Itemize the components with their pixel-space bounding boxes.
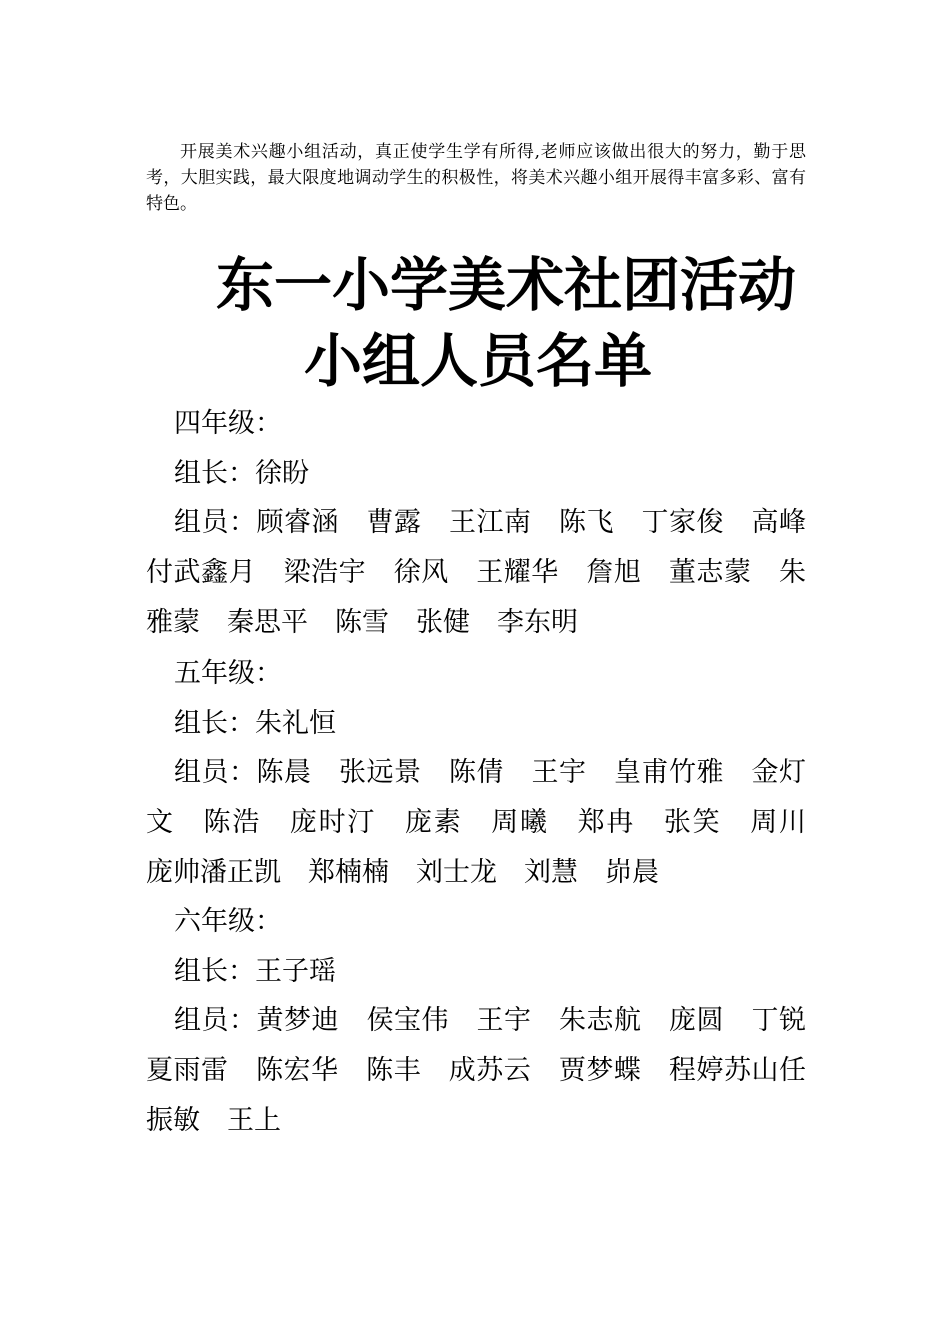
- grade-4-leader: 组长：徐盼: [174, 458, 309, 489]
- grade-4-heading: 四年级：: [174, 408, 282, 439]
- grade-6-heading: 六年级：: [174, 906, 282, 937]
- document-title-line-2: 小组人员名单: [304, 327, 653, 395]
- document-title-line-1: 东一小学美术社团活动: [216, 251, 797, 319]
- grade-5-heading: 五年级：: [174, 658, 282, 689]
- grade-6-members: 组员：黄梦迪 侯宝伟 王宇 朱志航 庞圆 丁锐 夏雨雷 陈宏华 陈丰 成苏云 贾梦蝶 程婷苏山任振敏 王上: [146, 1005, 833, 1136]
- grade-5-leader: 组长：朱礼恒: [174, 708, 336, 739]
- grade-4-members: 组员：顾睿涵 曹露 王江南 陈飞 丁家俊 高峰 付武鑫月 梁浩宇 徐风 王耀华 詹旭 董志蒙 朱雅蒙 秦思平 陈雪 张健 李东明: [146, 507, 833, 638]
- grade-6-leader: 组长：王子瑶: [174, 956, 336, 987]
- intro-paragraph: 开展美术兴趣小组活动，真正使学生学有所得,老师应该做出很大的努力，勤于思考，大胆实践，最大限度地调动学生的积极性，将美术兴趣小组开展得丰富多彩、富有特色。: [146, 142, 806, 214]
- grade-5-members: 组员：陈晨 张远景 陈倩 王宇 皇甫竹雅 金灯文 陈浩 庞时汀 庞素 周曦 郑冉 张笑 周川 庞帅潘正凯 郑楠楠 刘士龙 刘慧 峁晨: [146, 757, 833, 888]
